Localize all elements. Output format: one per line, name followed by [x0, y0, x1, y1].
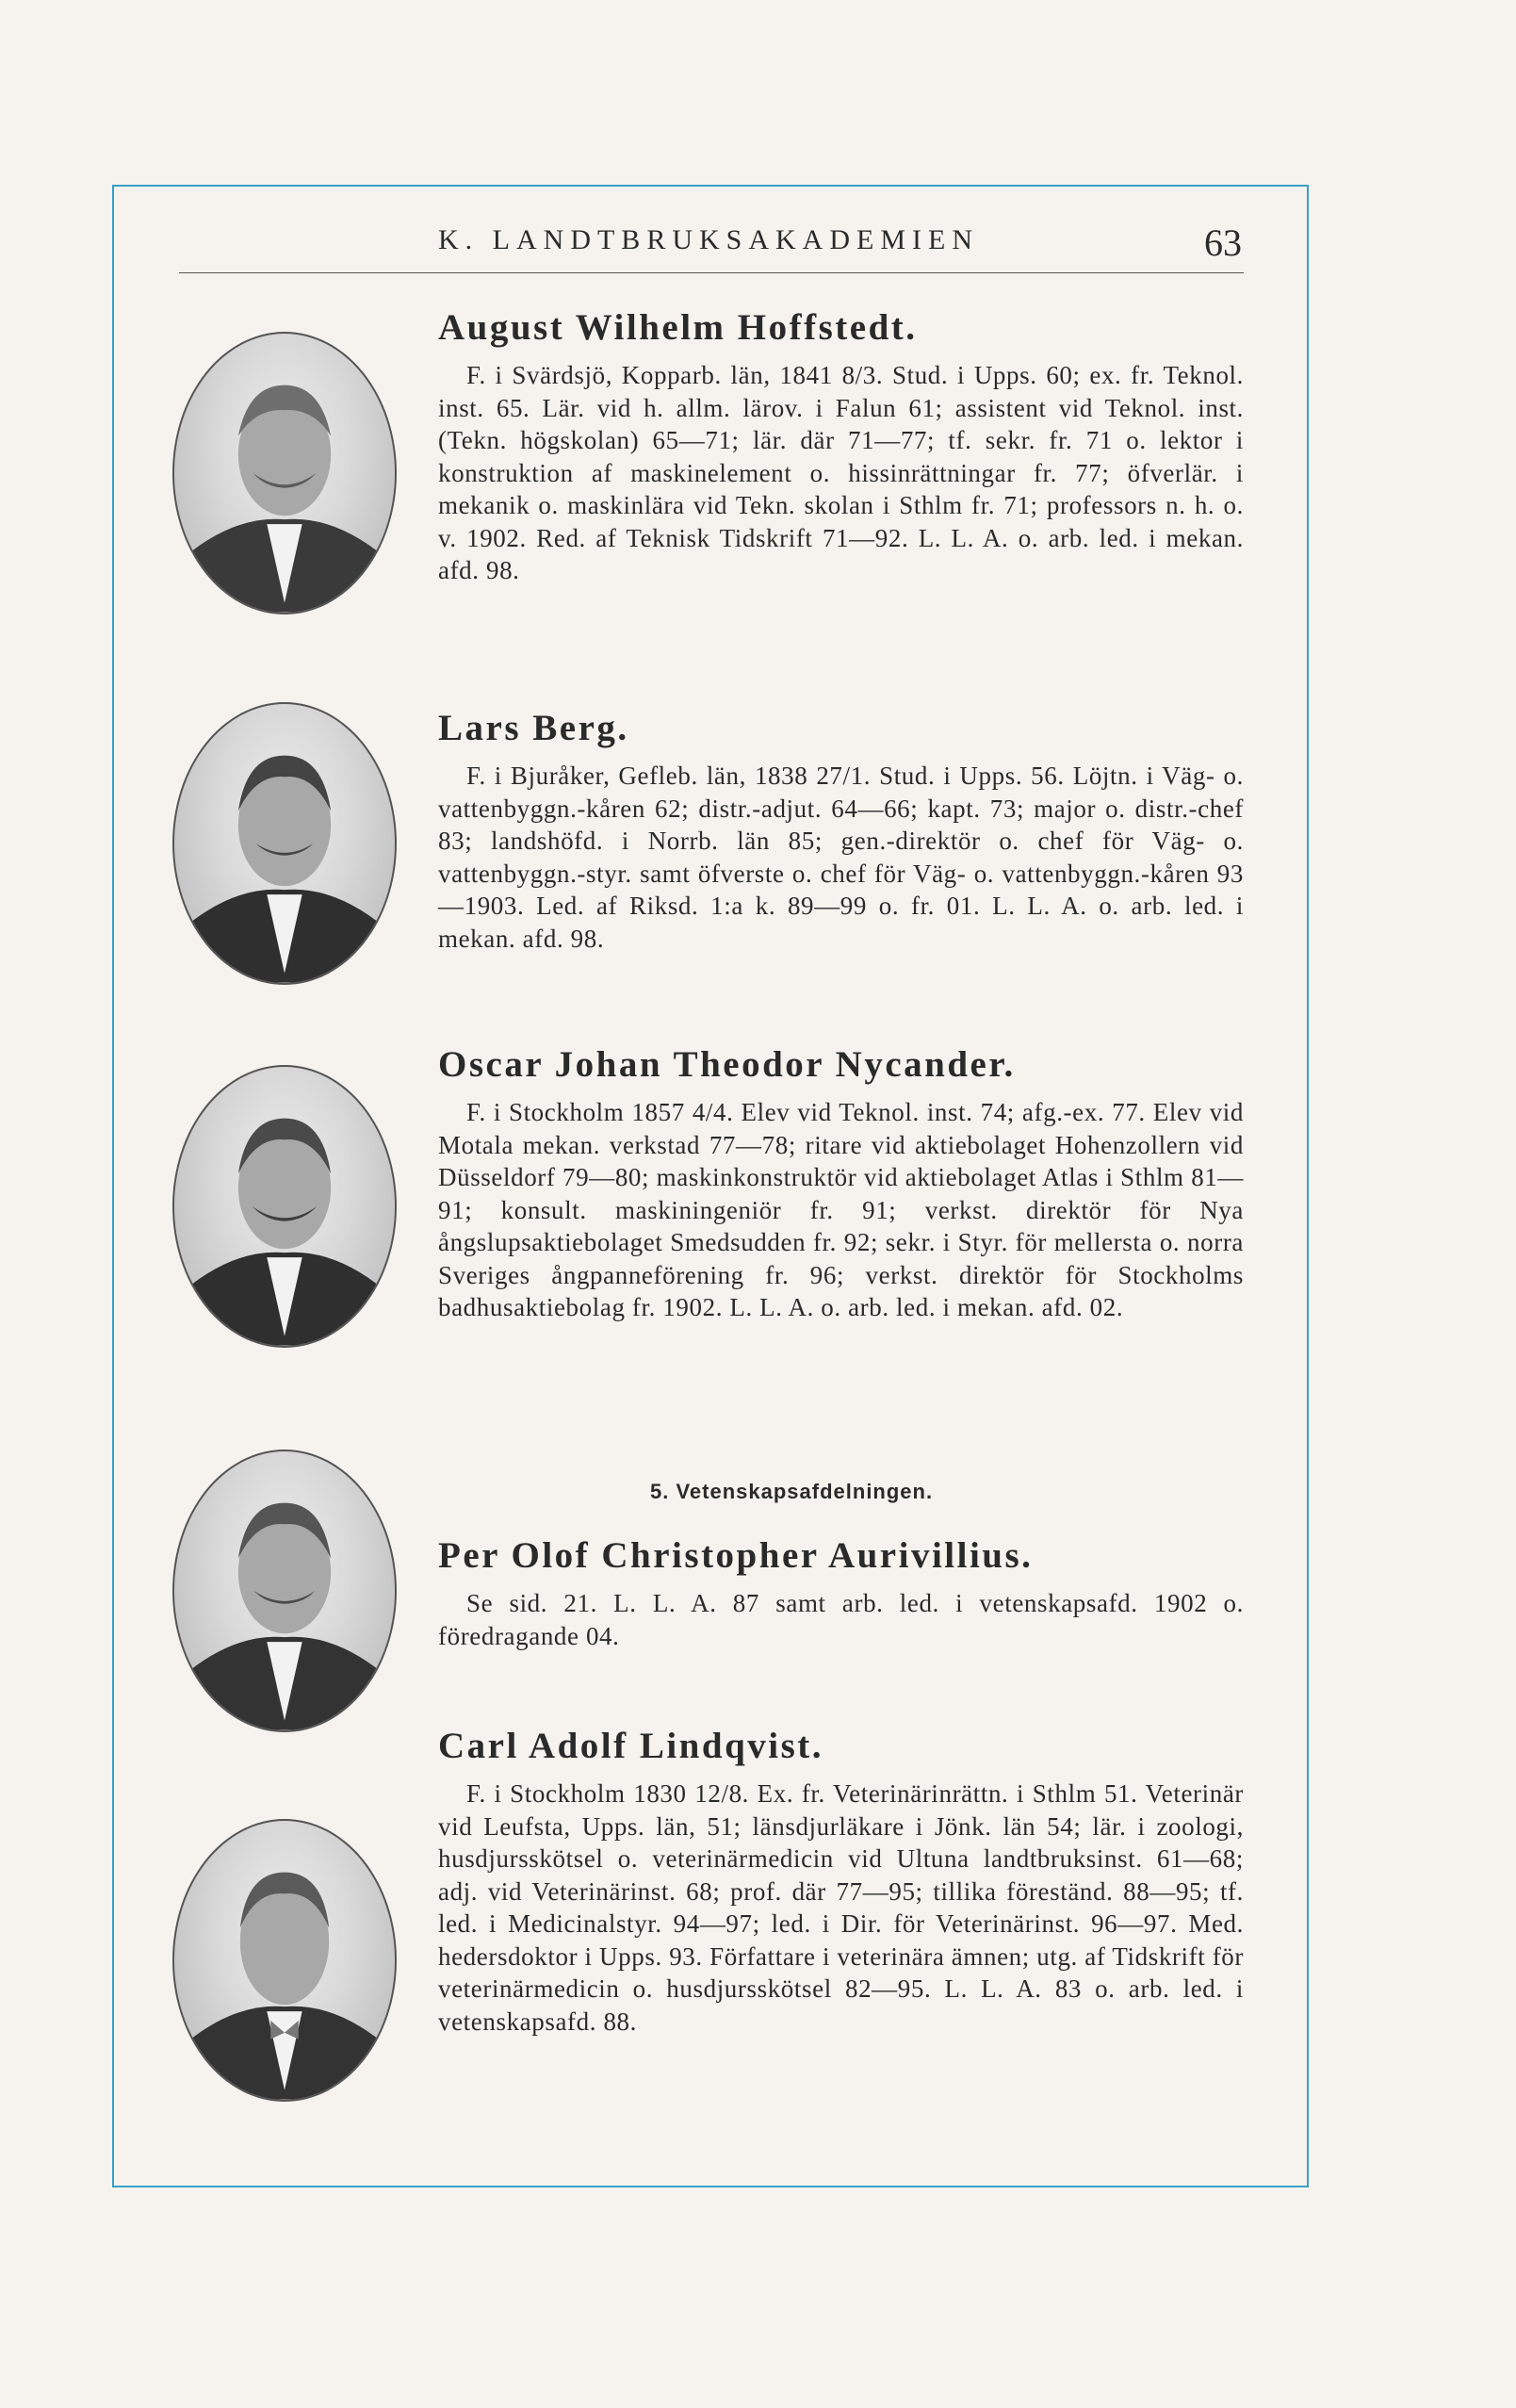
portrait-photo	[172, 1819, 397, 2102]
portrait-photo	[172, 1065, 397, 1348]
biography-entry	[438, 306, 1244, 587]
portrait-figure	[174, 1451, 395, 1730]
header-rule	[179, 272, 1244, 273]
entry-name: Per Olof Christopher Aurivillius.	[438, 1535, 1034, 1576]
portrait-photo	[172, 332, 397, 614]
section-heading: 5. Vetenskapsafdelningen.	[650, 1480, 934, 1503]
biography-entry	[438, 707, 1244, 955]
entry-text: Se sid. 21. L. L. A. 87 samt arb. led. i vetenskapsafd. 1902 o. föredragande 04.	[438, 1589, 1244, 1650]
entry-name: Carl Adolf Lindqvist.	[438, 1726, 824, 1766]
entry-name: Oscar Johan Theodor Nycander.	[438, 1044, 1016, 1085]
biography-entry	[438, 1725, 1244, 2038]
portrait-photo	[172, 1450, 397, 1732]
running-head: K. LANDTBRUKSAKADEMIEN	[438, 224, 979, 255]
entry-text: F. i Bjuråker, Gefleb. län, 1838 27/1. Stud. i Upps. 56. Löjtn. i Väg- o. vattenbyggn.-kåren 62; distr.-adjut. 64—66; kapt. 73; major o. distr.-chef 83; landshöfd. i Norrb. län 85; gen.-direktör o. chef för Väg- o. vattenbyggn.-styr. samt öfverste o. chef för Väg- o. vattenbyggn.-kåren 93—1903. Led. af Riksd. 1:a k. 89—99 o. fr. 01. L. L. A. o. arb. led. i mekan. afd. 98.	[438, 762, 1244, 953]
entry-name: Lars Berg.	[438, 708, 629, 748]
entry-text: F. i Stockholm 1830 12/8. Ex. fr. Veterinärinrättn. i Sthlm 51. Veterinär vid Leufsta, Upps. län, 51; länsdjurläkare i Jönk. län 54; lär. i zoologi, husdjursskötsel o. veterinärmedicin vid Ultuna landtbruksinst. 61—68; adj. vid Veterinärinst. 68; prof. där 77—95; tillika föreständ. 88—95; tf. led. i Medicinalstyr. 94—97; led. i Dir. för Veterinärinst. 96—97. Med. hedersdoktor i Upps. 93. Författare i veterinära ämnen; utg. af Tidskrift för veterinärmedicin o. husdjursskötsel 82—95. L. L. A. 83 o. arb. led. i vetenskapsafd. 88.	[438, 1779, 1244, 2036]
entry-text: F. i Svärdsjö, Kopparb. län, 1841 8/3. Stud. i Upps. 60; ex. fr. Teknol. inst. 65. Lär. vid h. allm. lärov. i Falun 61; assistent vid Teknol. inst. (Tekn. högskolan) 65—71; lär. där 71—77; tf. sekr. fr. 71 o. lektor i konstruktion af maskinelement o. hissinrättningar fr. 77; öfverlär. i mekanik o. maskinlära vid Tekn. skolan i Sthlm fr. 71; professors n. h. o. v. 1902. Red. af Teknisk Tidskrift 71—92. L. L. A. o. arb. led. i mekan. afd. 98.	[438, 361, 1244, 584]
portrait-figure	[174, 1067, 395, 1346]
portrait-figure	[174, 1821, 395, 2100]
portrait-figure	[174, 704, 395, 983]
portrait-photo	[172, 702, 397, 985]
biography-entry	[438, 1043, 1244, 1324]
portrait-figure	[174, 334, 395, 613]
biography-entry	[438, 1534, 1244, 1652]
entry-name: August Wilhelm Hoffstedt.	[438, 307, 918, 348]
entry-text: F. i Stockholm 1857 4/4. Elev vid Teknol. inst. 74; afg.-ex. 77. Elev vid Motala mekan. verkstad 77—78; ritare vid aktiebolaget Hohenzollern vid Düsseldorf 79—80; maskinkonstruktör vid aktiebolaget Atlas i Sthlm 81—91; konsult. maskiningeniör fr. 91; verkst. direktör för Nya ångslupsaktiebolaget Smedsudden fr. 92; sekr. i Styr. för mellersta o. norra Sveriges ångpanneförening fr. 96; verkst. direktör för Stockholms badhusaktiebolag fr. 1902. L. L. A. o. arb. led. i mekan. afd. 02.	[438, 1098, 1244, 1321]
page-number: 63	[1204, 221, 1242, 264]
